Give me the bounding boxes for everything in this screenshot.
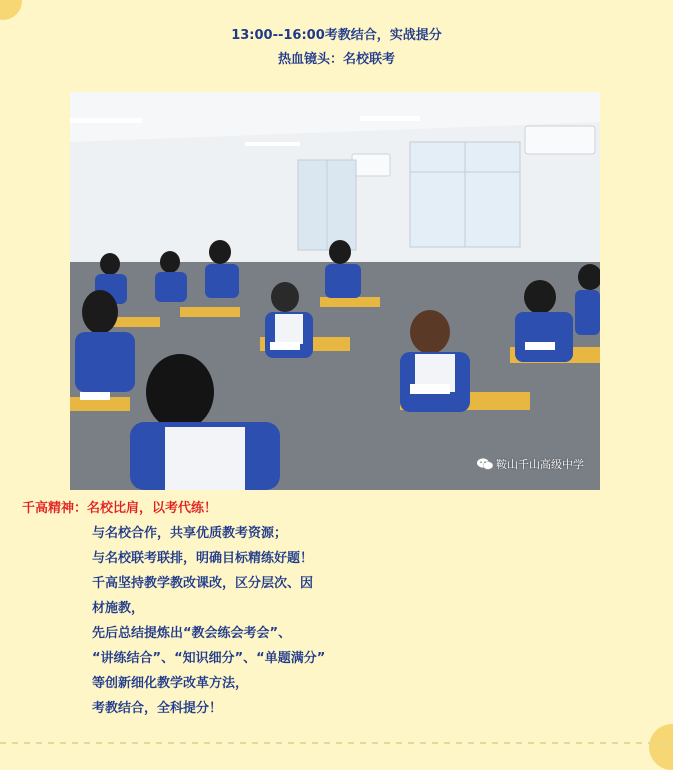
body-line: 先后总结提炼出“教会练会考会”、	[92, 626, 292, 641]
time-line: 13:00--16:00考教结合，实战提分	[231, 28, 442, 43]
body-text	[92, 521, 325, 721]
wechat-icon	[477, 458, 493, 470]
subtitle: 热血镜头：名校联考	[277, 52, 395, 67]
body-line: 与名校联考联排，明确目标精练好题！	[92, 551, 314, 566]
exam-classroom-photo	[70, 92, 600, 490]
school-spirit-heading: 千高精神：名校比肩，以考代练！	[22, 501, 218, 516]
body-line: 材施教，	[92, 601, 145, 616]
body-line: 与名校合作，共享优质教考资源；	[92, 526, 288, 541]
body-line: 千高坚持教学教改课改，区分层次、因	[92, 576, 314, 591]
header	[0, 24, 673, 72]
watermark	[477, 456, 584, 472]
corner-decoration-bottom-right	[649, 724, 673, 770]
watermark-text: 鞍山千山高级中学	[496, 458, 584, 471]
corner-decoration-top-left	[0, 0, 22, 20]
body-line: “讲练结合”、“知识细分”、“单题满分”	[92, 651, 326, 666]
body-line: 等创新细化教学改革方法，	[92, 676, 249, 691]
classroom-illustration	[70, 92, 600, 490]
body-line: 考教结合，全科提分！	[92, 701, 223, 716]
bottom-divider	[0, 742, 673, 744]
